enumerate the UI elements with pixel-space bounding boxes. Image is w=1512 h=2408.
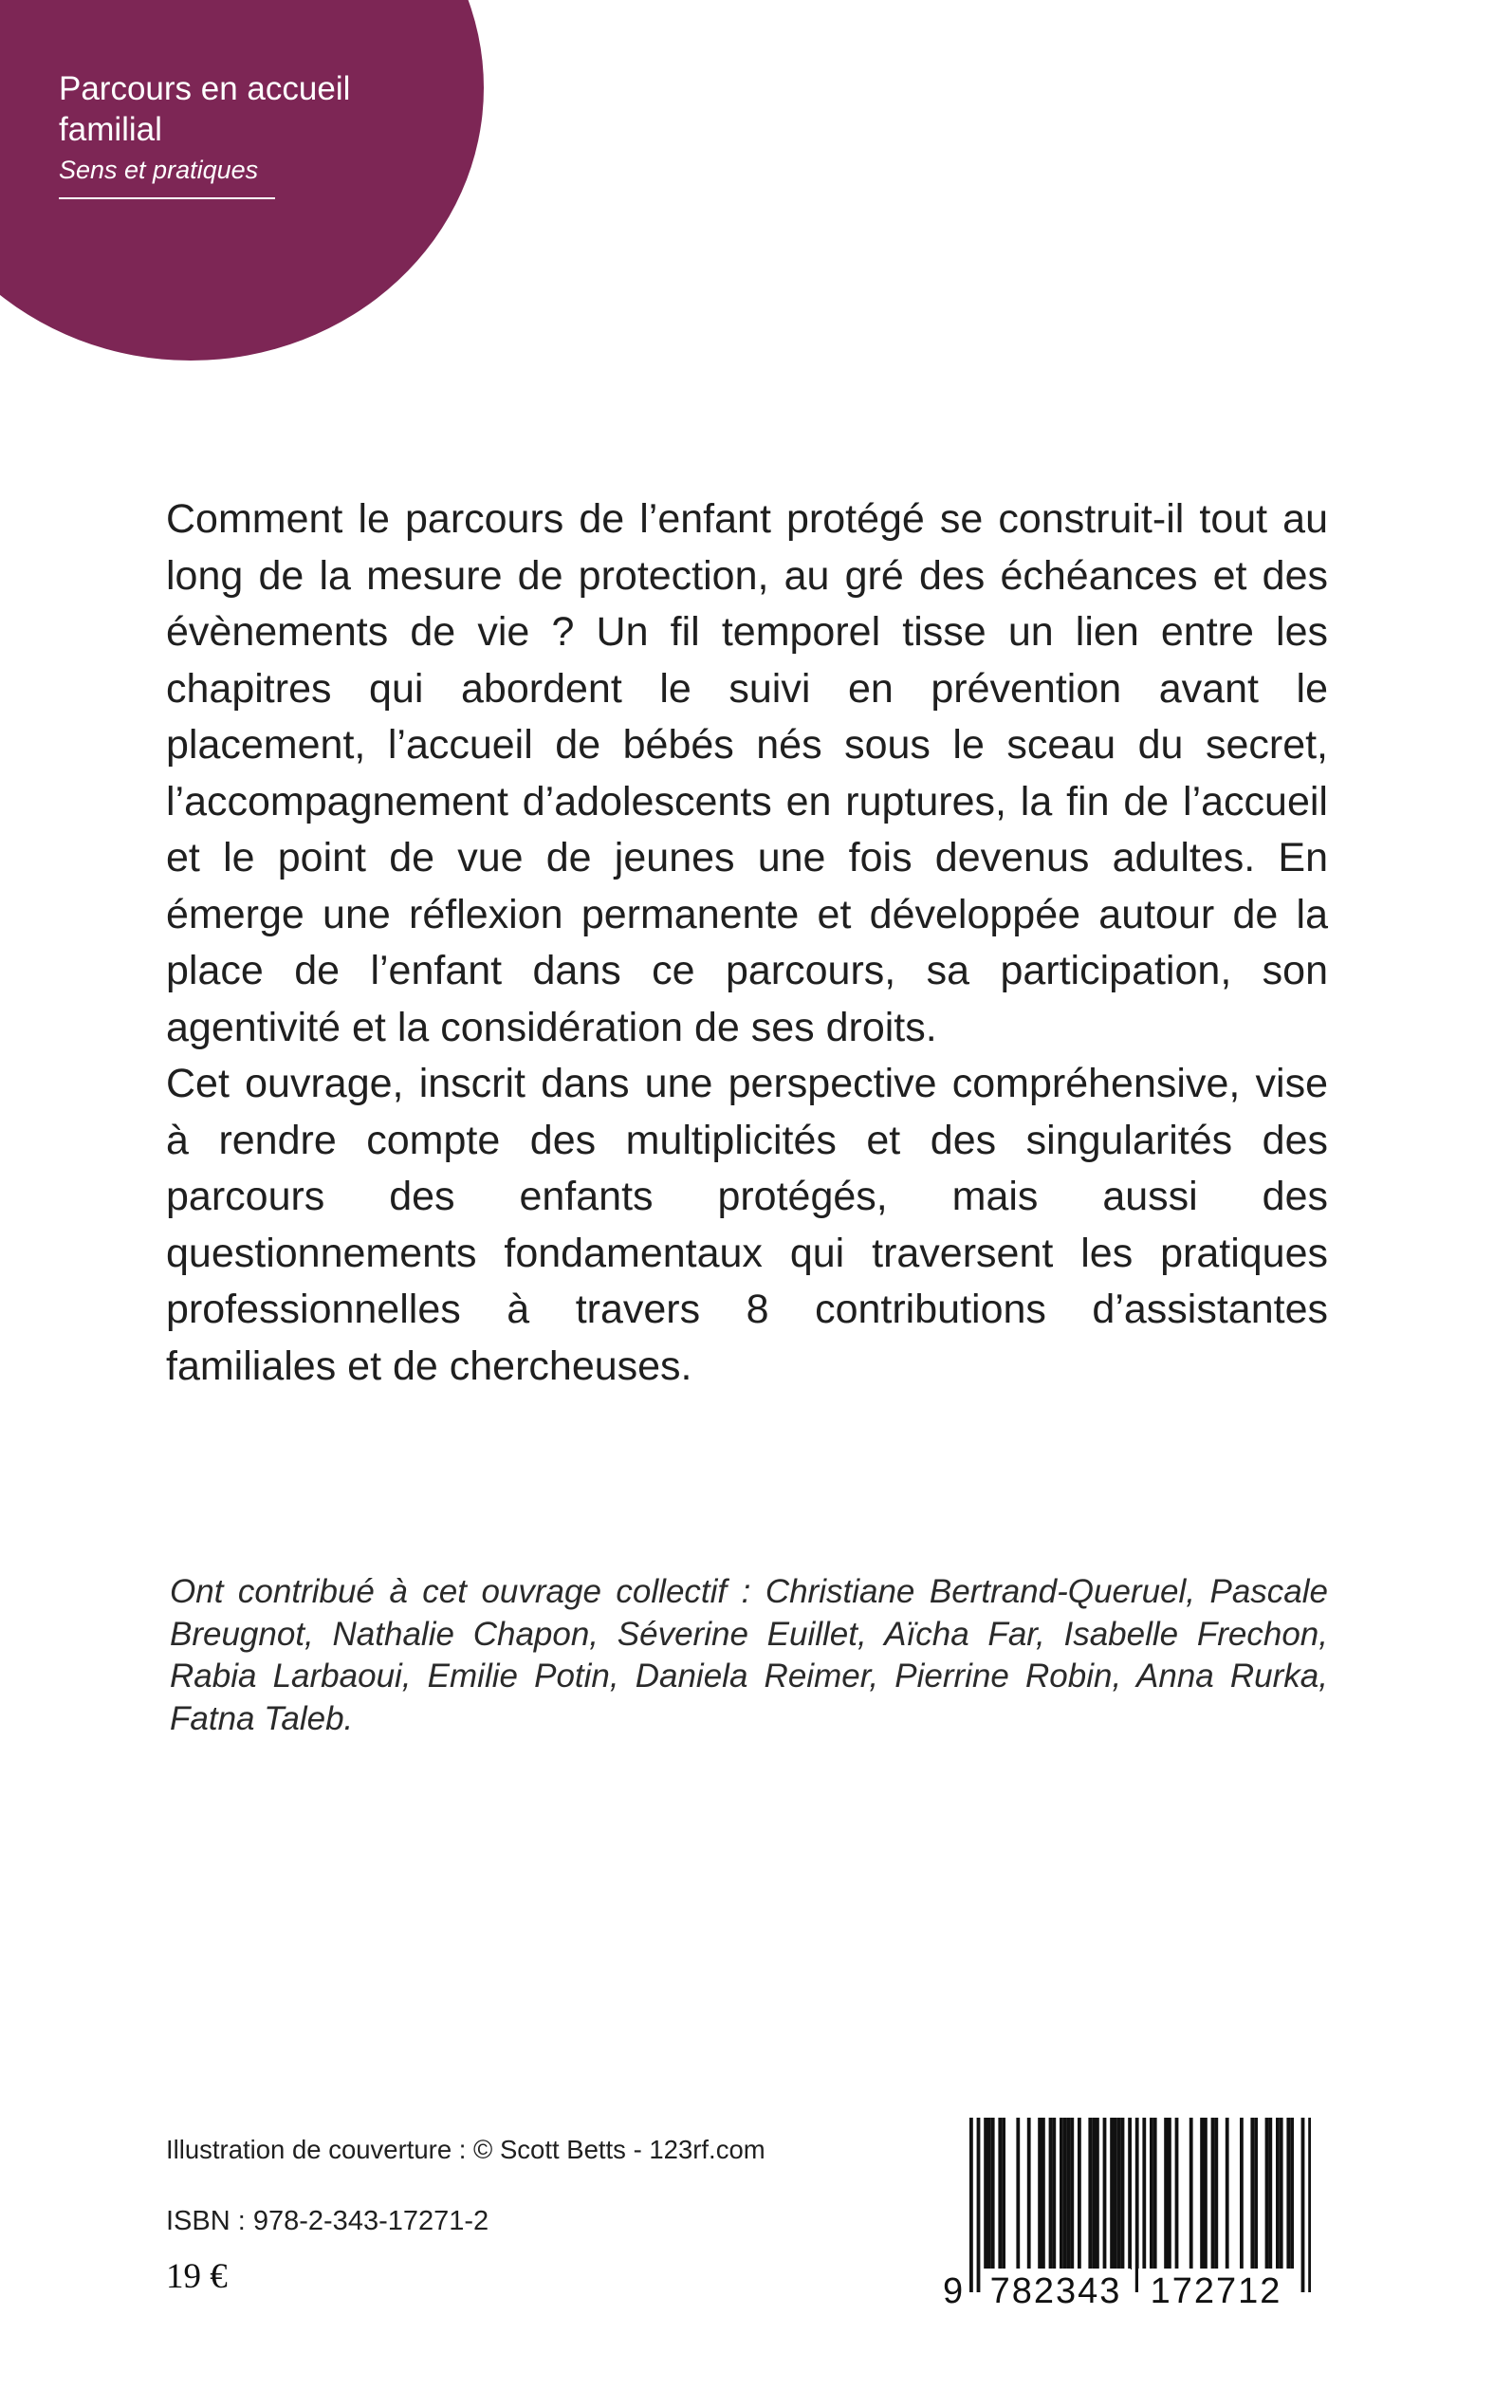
isbn-number: ISBN : 978-2-343-17271-2 — [166, 2206, 489, 2236]
barcode-right-group: 172712 — [1138, 2269, 1294, 2314]
barcode-bar — [1038, 2118, 1042, 2269]
barcode-bar — [1268, 2118, 1272, 2269]
barcode-bar — [1164, 2118, 1168, 2269]
barcode-bar — [1117, 2118, 1121, 2269]
barcode-bar — [987, 2118, 991, 2269]
barcode-bar — [1114, 2118, 1117, 2269]
barcode-bar — [1308, 2118, 1311, 2292]
contributors-list: Ont contribué à cet ouvrage collectif : Christiane Bertrand-Queruel, Pascale Breugnot, Nathalie Chapon, Séverine Euillet, Aïcha Far, Isabelle Frechon, Rabia Larbaoui, Emilie Potin, Daniela Reimer, Pierrine Robin, Anna Rurka, Fatna Taleb. — [170, 1573, 1328, 1737]
series-underline — [59, 197, 275, 199]
barcode-bar — [1128, 2118, 1132, 2269]
barcode-bar — [1121, 2118, 1125, 2269]
series-title: Parcours en accueil familial — [59, 70, 351, 148]
barcode-bar — [1078, 2118, 1081, 2269]
barcode-bar — [1211, 2118, 1215, 2269]
barcode-lead-digit: 9 — [943, 2271, 964, 2311]
summary-paragraph-1: Comment le parcours de l’enfant protégé se construit-il tout au long de la mesure de protection, au gré des échéances et des évènements de vie ? Un fil temporel tisse un lien entre les chapitres qui abordent le suivi en prévention avant le placement, l’accueil de bébés nés sous le sceau du secret, l’accompagnement d’adolescents en ruptures, la fin de l’accueil et le point de vue de jeunes une fois devenus adultes. En émerge une réflexion permanente et développée autour de la place de l’enfant dans ce parcours, sa participation, son agentivité et la considération de ses droits. — [166, 496, 1328, 1050]
barcode-bar — [1135, 2118, 1139, 2292]
barcode-bar — [1200, 2118, 1204, 2269]
barcode-bar — [1226, 2118, 1229, 2269]
barcode-bar — [1063, 2118, 1067, 2269]
barcode-bar — [1016, 2118, 1020, 2269]
barcode-bar — [1042, 2118, 1045, 2269]
barcode-bar — [1052, 2118, 1056, 2269]
series-subtitle: Sens et pratiques — [59, 156, 259, 184]
barcode-bar — [1204, 2118, 1208, 2269]
barcode-bar — [1214, 2118, 1218, 2269]
price-label: 19 € — [166, 2257, 228, 2296]
series-block — [59, 68, 419, 199]
barcode-bar — [1150, 2118, 1153, 2269]
barcode-bar — [1265, 2118, 1269, 2269]
barcode-digits — [941, 2269, 1311, 2316]
barcode-bar — [1290, 2118, 1294, 2269]
barcode-bar — [1110, 2118, 1114, 2269]
barcode-bar — [1276, 2118, 1280, 2269]
barcode-bar — [1142, 2118, 1146, 2292]
barcode-bar — [991, 2118, 995, 2269]
barcode-bar — [1067, 2118, 1071, 2269]
summary-text — [166, 491, 1328, 1395]
barcode-bar — [1254, 2118, 1258, 2269]
barcode-bar — [1002, 2118, 1005, 2269]
barcode-bar — [1153, 2118, 1157, 2269]
barcode-bar — [1301, 2118, 1305, 2292]
barcode-bar — [1240, 2118, 1244, 2269]
barcode-bar — [1027, 2118, 1031, 2269]
barcode-bar — [1088, 2118, 1092, 2269]
barcode-bar — [1280, 2118, 1283, 2269]
illustration-credit: Illustration de couverture : © Scott Betts - 123rf.com — [166, 2135, 765, 2164]
barcode-bar — [998, 2118, 1002, 2269]
summary-paragraph-2: Cet ouvrage, inscrit dans une perspective compréhensive, vise à rendre compte des multiplicités et des singularités des parcours des enfants protégés, mais aussi des questionnements fondamentaux qui traversent les pratiques professionnelles à travers 8 contributions d’assistantes familiales et de chercheuses. — [166, 1061, 1328, 1389]
barcode-left-group: 782343 — [981, 2269, 1131, 2314]
barcode-bar — [969, 2118, 973, 2292]
barcode-bar — [1189, 2118, 1193, 2269]
barcode-bar — [1286, 2118, 1290, 2269]
barcode-bar — [1175, 2118, 1179, 2269]
barcode-bar — [977, 2118, 981, 2292]
barcode-bar — [984, 2118, 987, 2269]
barcode-bar — [1070, 2118, 1074, 2269]
barcode-bar — [1250, 2118, 1254, 2269]
barcode-bar — [1092, 2118, 1096, 2269]
barcode-bar — [1060, 2118, 1063, 2269]
barcode-bar — [1168, 2118, 1171, 2269]
isbn-barcode — [941, 2114, 1311, 2313]
barcode-bar — [1096, 2118, 1099, 2269]
barcode-bar — [1103, 2118, 1107, 2269]
barcode-bar — [1049, 2118, 1053, 2269]
